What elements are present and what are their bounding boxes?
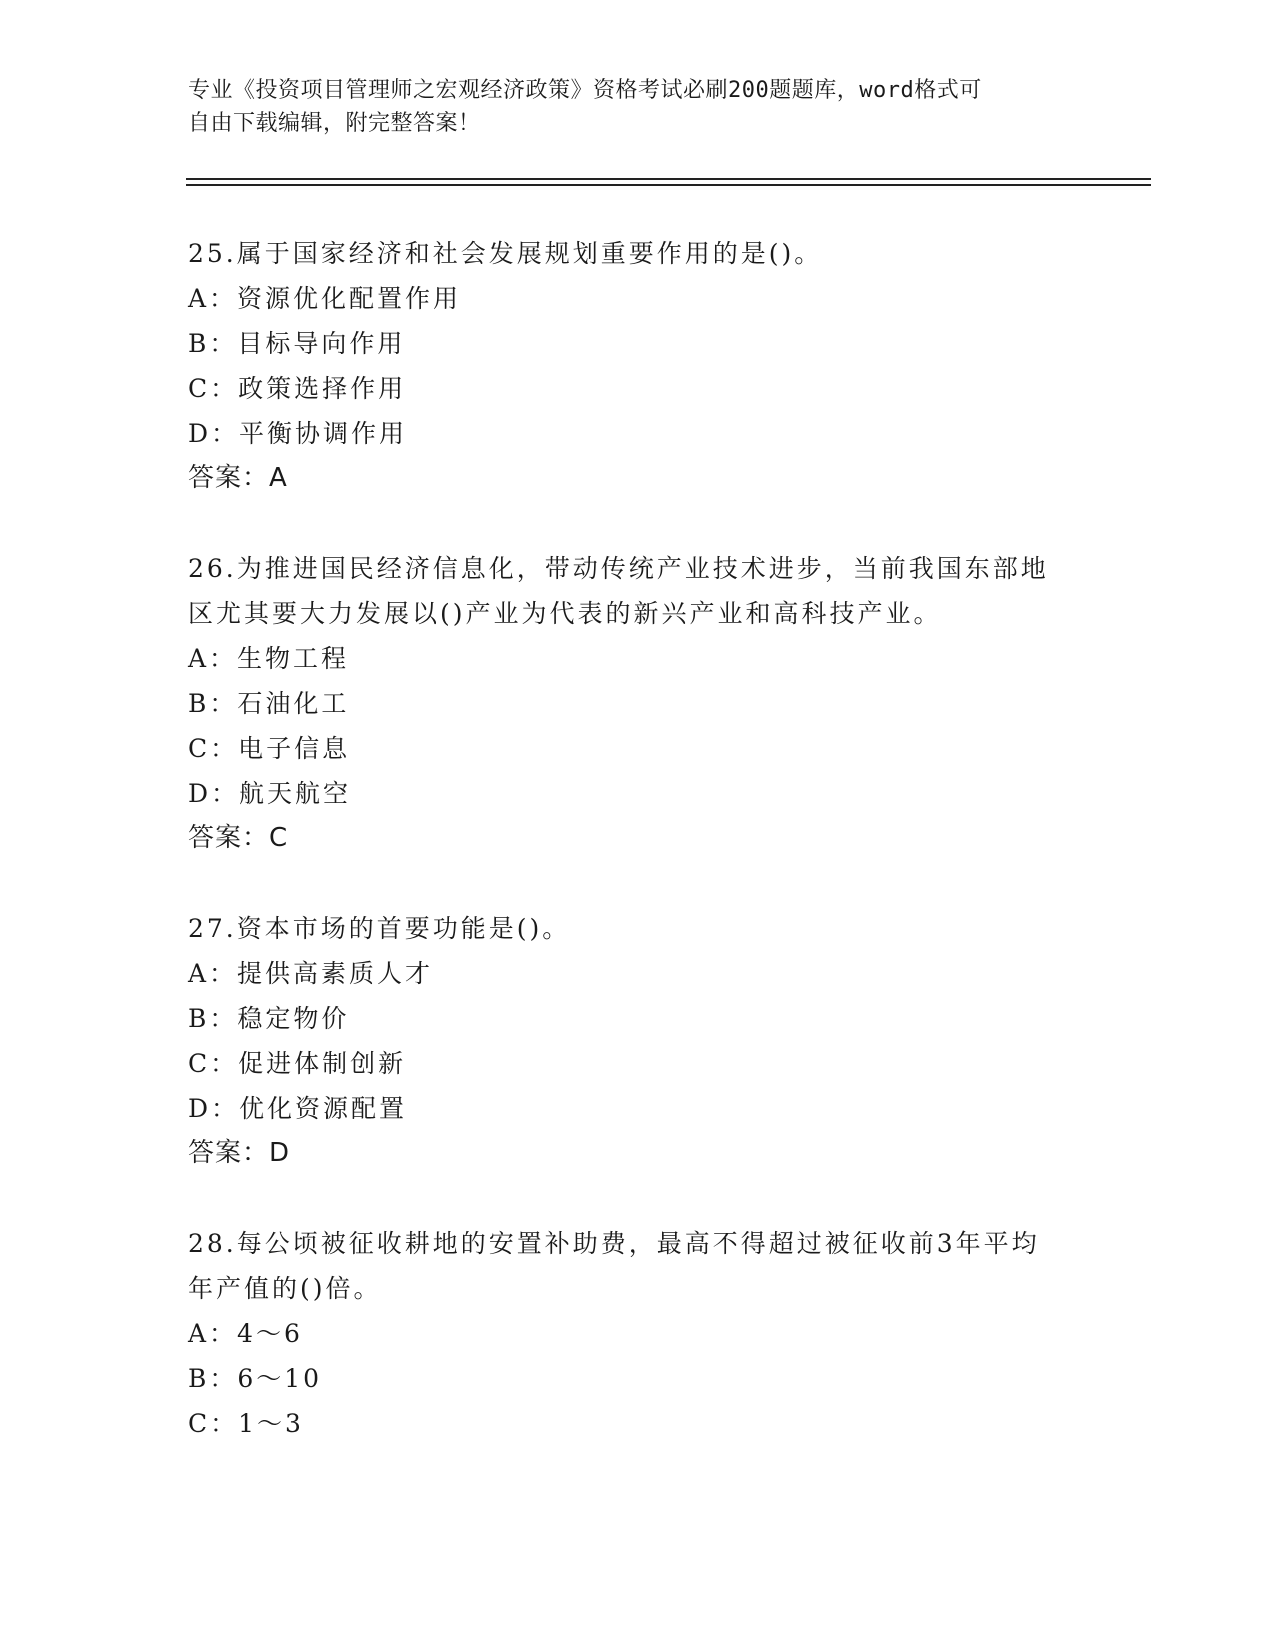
document-header: [188, 74, 1088, 140]
question-26-answer: 答案：C: [188, 823, 289, 853]
question-25-option-a: A：资源优化配置作用: [188, 284, 462, 313]
question-28-option-b: B：6～10: [188, 1364, 323, 1393]
question-26-option-a: A：生物工程: [188, 644, 350, 673]
question-28-option-a: A：4～6: [188, 1319, 303, 1348]
question-27-option-d: D：优化资源配置: [188, 1094, 408, 1123]
question-26-text-line-2: 区尤其要大力发展以()产业为代表的新兴产业和高科技产业。: [188, 599, 942, 628]
question-27-option-b: B：稳定物价: [188, 1004, 350, 1033]
question-25-option-c: C：政策选择作用: [188, 374, 407, 403]
question-28-option-c: C：1～3: [188, 1409, 304, 1438]
question-27-answer: 答案：D: [188, 1138, 291, 1168]
question-26-option-d: D：航天航空: [188, 779, 352, 808]
question-27-text: 27.资本市场的首要功能是()。: [188, 914, 571, 943]
question-26-option-c: C：电子信息: [188, 734, 351, 763]
question-28-text-line-1: 28.每公顷被征收耕地的安置补助费，最高不得超过被征收前3年平均: [188, 1229, 1040, 1258]
question-27-option-c: C：促进体制创新: [188, 1049, 407, 1078]
question-28-text-line-2: 年产值的()倍。: [188, 1274, 382, 1303]
question-26-option-b: B：石油化工: [188, 689, 350, 718]
question-26-text-line-1: 26.为推进国民经济信息化，带动传统产业技术进步，当前我国东部地: [188, 554, 1049, 583]
header-line-1: 专业《投资项目管理师之宏观经济政策》资格考试必刷200题题库，word格式可: [188, 78, 982, 103]
question-25-text: 25.属于国家经济和社会发展规划重要作用的是()。: [188, 239, 823, 268]
question-25-answer: 答案：A: [188, 463, 288, 493]
question-25-option-d: D：平衡协调作用: [188, 419, 408, 448]
header-divider-bottom: [186, 184, 1151, 186]
question-27-option-a: A：提供高素质人才: [188, 959, 434, 988]
question-25-option-b: B：目标导向作用: [188, 329, 406, 358]
header-line-2: 自由下载编辑，附完整答案！: [188, 111, 481, 136]
header-divider-top: [186, 178, 1151, 180]
